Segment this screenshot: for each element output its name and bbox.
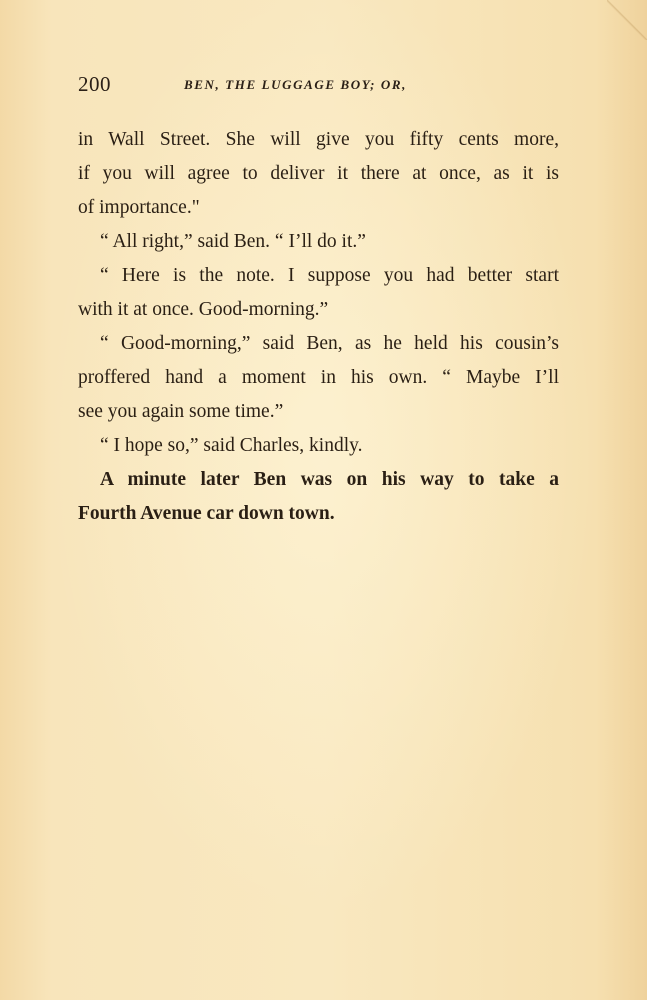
running-title: BEN, THE LUGGAGE BOY; OR,	[184, 77, 407, 92]
text-line: “ Good-morning,” said Ben, as he held his cousin’s	[100, 333, 559, 354]
text-line: in Wall Street. She will give you fifty cents more,	[78, 129, 559, 150]
text-line: Fourth Avenue car down town.	[78, 503, 335, 524]
running-head	[78, 72, 558, 100]
text-line: if you will agree to deliver it there at once, as it is	[78, 163, 559, 184]
text-line: of importance."	[78, 197, 200, 218]
text-line: see you again some time.”	[78, 401, 284, 422]
page-number: 200	[78, 72, 111, 96]
text-line: “ All right,” said Ben. “ I’ll do it.”	[100, 231, 366, 252]
text-line: A minute later Ben was on his way to take a	[100, 469, 559, 490]
text-line: with it at once. Good-morning.”	[78, 299, 329, 320]
text-line: proffered hand a moment in his own. “ Maybe I’ll	[78, 367, 559, 388]
body-text	[78, 123, 559, 531]
text-line: “ I hope so,” said Charles, kindly.	[100, 435, 363, 456]
text-line: “ Here is the note. I suppose you had better start	[100, 265, 559, 286]
page-corner-fold	[607, 0, 647, 40]
